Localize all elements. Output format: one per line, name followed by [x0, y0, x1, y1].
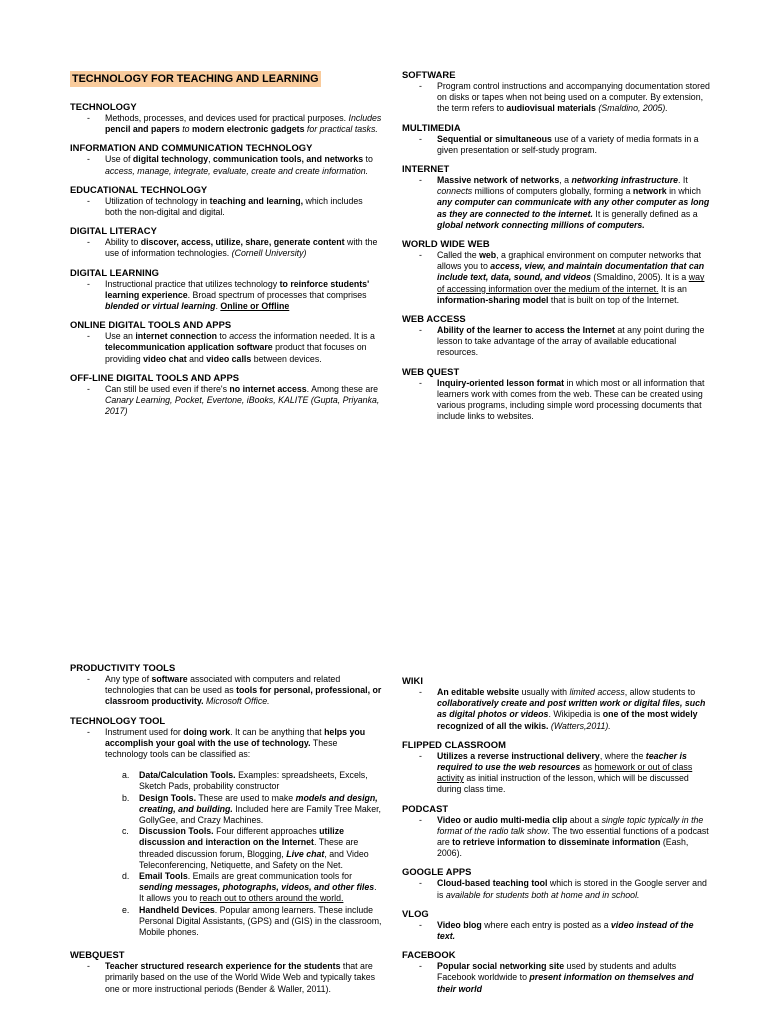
text-run: in which most or all information that learners work with comes from the web. These can be created using various programs, including simple word processing documents that include links to websites.	[437, 377, 705, 422]
bullet-item	[70, 331, 382, 365]
section-heading: WORLD WIDE WEB	[402, 238, 490, 250]
text-run: Cloud-based teaching tool	[437, 878, 548, 889]
section-heading: DIGITAL LITERACY	[70, 225, 157, 237]
text-run: Video or audio multi-media clip	[437, 814, 568, 825]
bullet-dash: -	[87, 237, 90, 248]
text-run: Sequential or simultaneous	[437, 133, 552, 144]
sub-list-item	[70, 905, 382, 939]
section-heading: ONLINE DIGITAL TOOLS AND APPS	[70, 319, 232, 331]
text-run: These are used to make	[196, 792, 296, 803]
section-heading: EDUCATIONAL TECHNOLOGY	[70, 183, 208, 195]
text-run: Design Tools.	[139, 792, 197, 803]
text-run: Instrument used for	[105, 726, 184, 737]
text-run: use of a variety of media formats in a given presentation or self-study program.	[437, 133, 699, 155]
text-run: doing work	[183, 726, 231, 737]
bullet-dash: -	[419, 814, 422, 825]
sub-list-item	[70, 793, 382, 827]
bullet-item	[70, 154, 382, 176]
text-run: Ability of the learner to access the Internet	[437, 325, 615, 336]
text-run: to reinforce students' learning experience	[105, 278, 370, 300]
bullet-dash: -	[419, 325, 422, 336]
text-run: Utilization of technology in	[105, 195, 210, 206]
text-run: helps you accomplish your goal with the use of technology.	[105, 726, 366, 748]
section	[402, 238, 714, 306]
section-heading: INTERNET	[402, 163, 450, 175]
bullet-item	[402, 378, 714, 423]
section-heading: TECHNOLOGY	[70, 101, 137, 112]
text-run: . It allows you to	[139, 882, 377, 904]
column-top-left	[70, 69, 382, 424]
text-run: between devices.	[251, 353, 322, 364]
text-run: , a graphical environment on computer networks that allows you to	[437, 250, 702, 272]
text-run: , allow students to	[624, 687, 696, 697]
text-run: tools for personal, professional, or classroom productivity.	[105, 685, 382, 707]
text-run: . It can be anything that	[230, 726, 325, 737]
bullet-dash: -	[419, 133, 422, 144]
text-run: Teacher structured research experience for the students	[105, 961, 341, 972]
section-heading: INFORMATION AND COMMUNICATION TECHNOLOGY	[70, 142, 313, 154]
bullet-item	[70, 674, 382, 708]
text-run: for practical tasks.	[304, 124, 378, 135]
section-heading: PRODUCTIVITY TOOLS	[70, 662, 176, 673]
text-run: access, view, and maintain documentation that can include text, data, sound, and videos	[437, 261, 705, 283]
text-run: which includes both the non-digital and digital.	[105, 195, 363, 218]
section-heading: MULTIMEDIA	[402, 121, 461, 133]
section	[70, 372, 382, 418]
text-run: Can still be used even if there's	[105, 383, 230, 394]
bullet-item	[70, 727, 382, 761]
text-run: Use of	[105, 154, 133, 165]
section	[70, 715, 382, 943]
sub-list-letter: b.	[122, 792, 130, 803]
section	[402, 313, 714, 359]
section	[402, 803, 714, 860]
text-run: where each entry is posted as a	[481, 919, 611, 930]
text-run: software	[151, 674, 188, 684]
bullet-dash: -	[87, 278, 90, 289]
section	[402, 163, 714, 231]
text-run: sending messages, photographs, videos, and other files	[139, 882, 375, 893]
section	[70, 319, 382, 365]
text-run: , and Video Teleconferencing, Netiquette, and Safety on the Net.	[139, 848, 369, 870]
section-heading: WEBQUEST	[70, 949, 125, 961]
text-run: .	[215, 301, 221, 312]
bullet-item	[402, 325, 714, 359]
bullet-item	[70, 279, 382, 313]
text-run: . The two essential functions of a podcast are	[437, 825, 709, 848]
sub-list-item	[70, 770, 382, 792]
bullet-item	[70, 961, 382, 995]
text-run: usually with	[519, 687, 570, 697]
text-run: . These are threaded discussion forum, Blogging,	[139, 837, 359, 859]
section	[70, 142, 382, 176]
text-run: Instructional practice that utilizes technology	[105, 278, 280, 289]
section	[70, 662, 382, 708]
section	[70, 184, 382, 218]
text-run: Examples: spreadsheets, Excels, Sketch Pads, probability constructor	[139, 770, 368, 792]
bullet-dash: -	[419, 250, 422, 261]
text-run: (Smaldino, 2005).	[598, 103, 668, 114]
text-run: video calls	[206, 353, 252, 364]
section	[70, 267, 382, 313]
text-run: communication tools, and networks	[213, 154, 364, 165]
text-run: video instead of the text.	[437, 919, 694, 942]
section-heading: TECHNOLOGY TOOL	[70, 714, 166, 726]
text-run: These technology tools can be classified as:	[105, 737, 338, 760]
text-run: It is generally defined as a	[592, 208, 698, 219]
text-run: pencil and papers	[105, 124, 180, 135]
text-run: no internet access	[229, 383, 307, 394]
text-run: one of the most widely recognized of all the wikis.	[437, 709, 698, 731]
section	[402, 866, 714, 900]
text-run: Massive network of networks	[437, 175, 560, 186]
section-heading: WEB QUEST	[402, 365, 460, 377]
text-run: and	[186, 353, 207, 364]
bullet-item	[402, 920, 714, 942]
section	[402, 739, 714, 796]
section-heading: WEB ACCESS	[402, 313, 466, 325]
bullet-dash: -	[87, 961, 90, 972]
section-heading: OFF-LINE DIGITAL TOOLS AND APPS	[70, 371, 240, 383]
text-run: teaching and learning,	[209, 195, 304, 206]
text-run: Program control instructions and accompanying documentation stored on disks or tapes when not being used on a computer. By extension, the term refers to	[437, 81, 710, 114]
text-run: . Among these are	[306, 383, 379, 394]
bullet-item	[402, 751, 714, 796]
sub-list-letter: c.	[122, 826, 129, 837]
text-run: access, manage, integrate, evaluate, create and create information.	[105, 165, 369, 176]
column-bottom-left	[70, 662, 382, 1002]
text-run: Video blog	[437, 919, 482, 930]
text-run: information-sharing model	[437, 294, 549, 305]
text-run: network	[632, 186, 667, 197]
bullet-dash: -	[419, 961, 422, 972]
text-run: Use an	[105, 331, 136, 342]
section-heading: WIKI	[402, 675, 424, 686]
bullet-dash: -	[87, 195, 90, 206]
text-run: teacher is required to use the web resources	[437, 750, 687, 773]
text-run: global network connecting millions of computers.	[437, 219, 645, 230]
bullet-dash: -	[87, 726, 90, 737]
text-run: (Watters,2011).	[550, 720, 611, 731]
bullet-item	[70, 113, 382, 135]
text-run: which is stored in the Google server and is	[437, 878, 707, 900]
text-run: . Wikipedia is	[548, 709, 603, 720]
bullet-dash: -	[87, 113, 90, 123]
text-run: blended or virtual learning	[105, 301, 216, 312]
bullet-dash: -	[419, 377, 422, 388]
text-run: Discussion Tools.	[139, 826, 214, 837]
text-run: . It	[678, 175, 688, 186]
text-run: used by students and adults Facebook worldwide to	[437, 961, 677, 983]
bullet-dash: -	[419, 878, 422, 889]
text-run: utilize discussion and interaction on the Internet	[139, 826, 345, 848]
text-run: internet connection	[135, 331, 217, 342]
section-heading: SOFTWARE	[402, 69, 456, 80]
section-heading: DIGITAL LEARNING	[70, 266, 159, 278]
text-run: to	[363, 154, 373, 165]
text-run: networking infrastructure	[571, 175, 679, 186]
text-run: Utilizes a reverse instructional delivery	[437, 750, 600, 761]
text-run: collaboratively create and post written work or digital files, such as digital photos or videos	[437, 698, 706, 720]
text-run: associated with computers and related technologies that can be used as	[105, 674, 341, 696]
text-run: digital technology	[132, 154, 209, 165]
section	[70, 101, 382, 135]
text-run: connects	[437, 186, 473, 197]
text-run: as	[580, 762, 595, 773]
bullet-item	[402, 878, 714, 900]
text-run: limited access	[569, 687, 625, 697]
bullet-dash: -	[87, 383, 90, 394]
bullet-item	[402, 175, 714, 231]
text-run: Handheld Devices	[139, 904, 215, 915]
section	[70, 225, 382, 259]
bullet-item	[70, 196, 382, 218]
bullet-dash: -	[87, 331, 90, 342]
sub-list-letter: e.	[122, 904, 130, 915]
text-run: at any point during the lesson to take advantage of the array of available educational resources.	[437, 325, 705, 358]
text-run: , where the	[599, 750, 646, 761]
column-top-right	[402, 69, 714, 429]
text-run: to retrieve information to disseminate information	[452, 837, 661, 848]
section	[402, 366, 714, 423]
sub-list-letter: a.	[122, 770, 130, 781]
bullet-dash: -	[87, 674, 90, 684]
bullet-dash: -	[87, 154, 90, 165]
text-run: modern electronic gadgets	[192, 124, 305, 135]
text-run: Data/Calculation Tools.	[139, 770, 236, 781]
text-run: available for students both at home and in school.	[445, 889, 640, 900]
section	[402, 675, 714, 732]
section	[402, 69, 714, 115]
text-run: Microsoft Office.	[206, 696, 270, 707]
text-run: any computer can communicate with any other computer as long as they are connected to the internet.	[437, 197, 710, 219]
text-run: Popular social networking site	[437, 961, 565, 972]
text-run: Any type of	[105, 674, 152, 684]
text-run: Email Tools	[139, 871, 188, 882]
section-heading: GOOGLE APPS	[402, 866, 472, 878]
document-title: TECHNOLOGY FOR TEACHING AND LEARNING	[72, 73, 319, 85]
text-run: Includes	[348, 113, 382, 123]
bullet-item	[402, 250, 714, 306]
text-run: . Broad spectrum of processes that comprises	[187, 289, 367, 300]
text-run: It is an	[658, 283, 687, 294]
text-run: that are primarily based on the use of the World Wide Web and typically takes one or more instructional periods (Bender & Waller, 2011).	[105, 961, 376, 994]
text-run: Canary Learning, Pocket, Evertone, iBooks, KALITE (Gupta, Priyanka, 2017)	[105, 395, 380, 417]
bullet-item	[70, 384, 382, 418]
text-run: discover, access, utilize, share, generate content	[140, 237, 345, 248]
bullet-item	[70, 237, 382, 259]
text-run: homework or out of class activity	[437, 762, 693, 784]
text-run: . Popular among learners. These include Personal Digital Assistants, (GPS) and (GIS) in the classroom, Mobile phones.	[139, 904, 382, 938]
text-run: with the use of information technologies.	[105, 237, 378, 259]
text-run: ,	[208, 154, 214, 165]
section	[402, 122, 714, 156]
text-run: product that focuses on providing	[105, 342, 367, 364]
sub-list-item	[70, 826, 382, 871]
text-run: as initial instruction of the lesson, which will be discussed during class time.	[437, 773, 689, 795]
text-run: Inquiry-oriented lesson format	[437, 377, 565, 388]
text-run: video chat	[143, 353, 187, 364]
text-run: the information needed. It is a	[256, 331, 375, 342]
text-run: present information on themselves and their world	[437, 972, 694, 994]
text-run: about a	[567, 814, 602, 825]
text-run: , a	[559, 175, 572, 186]
bullet-dash: -	[419, 750, 422, 761]
section-heading: FLIPPED CLASSROOM	[402, 738, 506, 750]
text-run: (Cornell University)	[231, 248, 307, 259]
text-run: (Smaldino, 2005). It is a	[590, 272, 689, 283]
text-run: millions of computers globally, forming a	[472, 186, 633, 197]
text-run: audiovisual materials	[506, 103, 596, 114]
section	[402, 949, 714, 995]
section-heading: VLOG	[402, 907, 429, 919]
text-run: Live chat	[286, 848, 325, 859]
text-run: access	[229, 331, 257, 342]
text-run: (Eash, 2006).	[437, 837, 689, 859]
bullet-dash: -	[419, 687, 422, 697]
text-run: Online or Offline	[220, 301, 290, 312]
bullet-item	[402, 815, 714, 860]
section-heading: FACEBOOK	[402, 949, 456, 961]
text-run: reach out to others around the world.	[199, 893, 344, 904]
text-run: that is built on top of the Internet.	[548, 294, 680, 305]
text-run: Ability to	[105, 237, 141, 248]
sub-list-letter: d.	[122, 871, 130, 882]
text-run: Called the	[437, 250, 480, 261]
text-run: in which	[666, 186, 701, 197]
column-bottom-right	[402, 675, 714, 1002]
section	[70, 949, 382, 995]
bullet-dash: -	[419, 175, 422, 186]
text-run: telecommunication application software	[105, 342, 273, 353]
bullet-dash: -	[419, 81, 422, 91]
text-run: web	[479, 250, 497, 261]
bullet-item	[402, 961, 714, 995]
section-heading: PODCAST	[402, 802, 449, 814]
text-run: to	[216, 331, 230, 342]
text-run: single topic typically in the format of the radio talk show	[437, 814, 704, 836]
text-run: models and design, creating, and building.	[139, 792, 378, 814]
bullet-dash: -	[419, 919, 422, 930]
bullet-item	[402, 134, 714, 156]
sub-list-item	[70, 871, 382, 905]
text-run: Included here are Family Tree Maker, GollyGee, and Crazy Machines.	[139, 803, 381, 826]
text-run: to	[179, 124, 193, 135]
text-run: . Emails are great communication tools for	[187, 871, 352, 882]
text-run: Four different approaches	[213, 826, 320, 837]
text-run: An editable website	[437, 687, 520, 697]
bullet-item	[402, 81, 714, 115]
bullet-item	[402, 687, 714, 732]
text-run: way of accessing information over the medium of the internet.	[437, 272, 705, 294]
section	[402, 908, 714, 942]
text-run: Methods, processes, and devices used for practical purposes.	[105, 113, 349, 123]
